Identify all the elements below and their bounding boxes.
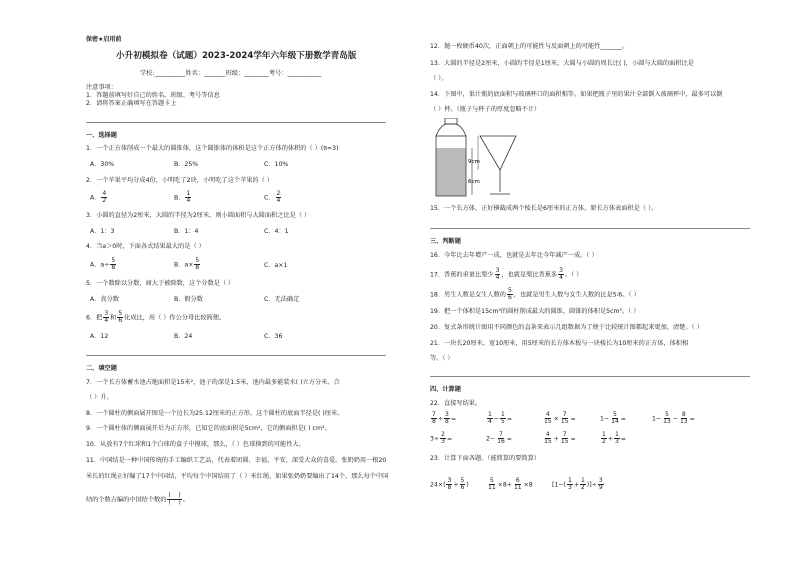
option: B．a× $\frac{5}{8}$ [174, 257, 200, 271]
question-7: 7．一个长方体蓄水池占地面积是15米²，池子的深是1.5米，池内最多能装水( )立方分米，合 [86, 379, 340, 386]
page-title: 小升初模拟卷（试题）2023-2024学年六年级下册数学青岛版 [116, 51, 357, 61]
option: B．24 [174, 333, 193, 340]
option: B．假分数 [174, 296, 203, 303]
option: B．1：4 [174, 228, 199, 235]
calc-item: 2− $\frac{7}{16}$ = [486, 431, 512, 445]
notes-title: 注意事项： [86, 84, 117, 91]
section-title: 三、判断题 [430, 238, 461, 245]
height-label-9cm: 9cm [468, 159, 480, 165]
question-23: 23．计算下面各题。（能简算的要简算） [430, 455, 540, 462]
question-1: 1．一个正方体削成一个最大的圆锥体，这个圆锥体的体积是这个正方体的体积的（ ）(π=3) [86, 145, 339, 152]
juice-fill [437, 148, 466, 196]
secret-label: 保密★启用前 [86, 36, 122, 43]
glass-cup [480, 136, 516, 170]
question-19: 19．把一个体积是15cm³的圆柱削成最大的圆锥，圆锥的体积是5cm³。（ ） [430, 308, 640, 315]
question-16: 16．今年比去年增产一成，也就是去年比今年减产一成。（ ） [430, 252, 598, 259]
divider [86, 122, 386, 123]
expression-2: $\frac{5}{11}$ ×8+ $\frac{6}{11}$ ×8 [488, 477, 533, 491]
question-14: 14．下图中，果汁瓶的底面积与玻璃杯口的面积相等。如果把瓶子里的果汁全部倒入玻璃杯中，最多可以倒 [430, 91, 723, 98]
question-13-cont: （ ）。 [430, 75, 448, 82]
calc-item: $\frac{4}{15}$ + $\frac{7}{15}$ = [544, 431, 576, 445]
option: A． $\frac{4}{2}$ [90, 190, 107, 204]
question-18: 18．男生人数是女生人数的 $\frac{5}{6}$ ，也就是男生人数与女生人数的比是5∶6。（ ） [430, 287, 640, 301]
calc-item: 1− $\frac{5}{13}$ − $\frac{8}{13}$ = [652, 411, 695, 425]
question-21: 21．一块长20厘米，宽10厘米，用5厘米的长方体木板与一块棱长为10厘米的正方体，体积相 [430, 340, 689, 347]
calc-item: $\frac{1}{4}$ − $\frac{1}{5}$ = [488, 411, 513, 425]
question-11: 11．中国结是一种中国传统的手工编织工艺品，代表着团圆、幸福、平安，深受大众的喜爱。张奶奶用一根20 [86, 457, 387, 464]
calc-item: $\frac{7}{8}$ ÷ $\frac{3}{8}$ = [432, 411, 457, 425]
question-2: 2．一个苹果平均分成4份，小明吃了2块，小明吃了这个苹果的（ ） [86, 177, 274, 184]
question-14-cont: （ ）杯。（瓶子与杯子的厚度忽略不计） [430, 106, 541, 113]
question-10: 10．从放有7个红球和1个白球的盒子中摸球，那么，（ ）色球摸到的可能性大。 [86, 441, 305, 448]
section-title: 一、选择题 [86, 132, 117, 139]
question-15: 15．一个长方体，正好横截成两个棱长是6厘米的正方体，原长方体表面积是（ ）。 [430, 205, 658, 212]
option: C．36 [264, 333, 283, 340]
question-20: 20．复式条形统计图用不同颜色的直条来表示几组数据为了便于比较统计图都起来更加，清楚。（ ） [430, 324, 703, 331]
option: C．无法确定 [264, 296, 300, 303]
question-3: 3．小圆的直径为2厘米，大圆的半径为2厘米，则小圆面积与大圆面积之比是（ ） [86, 212, 311, 219]
section-title: 四、计算题 [430, 386, 461, 393]
question-12: 12．抛一枚硬币40次，正面朝上的可能性与反面朝上的可能性_______。 [430, 43, 629, 50]
option: C．a×1 [264, 262, 288, 269]
option: C． $\frac{2}{4}$ [264, 190, 281, 204]
question-11-cont: 结的个数占编的中国结个数的 $\frac{( )}{( )}$ 。 [86, 492, 189, 506]
question-11-cont: 米长的红绳正好编了17个中国结，平均每个中国结用了（ ）米红绳，如果张奶奶要编出了14个，那么每个中国 [86, 473, 389, 480]
divider [430, 228, 750, 229]
option: C．10% [264, 161, 289, 168]
expression-3: [1−( $\frac{1}{3}$ + $\frac{1}{2}$ )]÷ $\frac{3}{9}$ [552, 477, 603, 491]
option: A．1：3 [90, 228, 115, 235]
option: A．12 [90, 333, 109, 340]
bottle-cap [445, 118, 457, 124]
question-21-cont: 等。（ ） [430, 355, 454, 362]
question-22: 22．直接写结果。 [430, 400, 482, 407]
question-7-cont: （ ）升。 [86, 394, 113, 401]
question-9: 9．一个圆柱体的侧面展开后为正方形，已知它的底面积是5cm²，它的侧面积是( ) cm²。 [86, 425, 331, 432]
section-title: 二、填空题 [86, 365, 117, 372]
note-item: 2．请将答案正确填写在答题卡上 [86, 100, 177, 107]
option: B． $\frac{1}{4}$ [174, 190, 191, 204]
option: C．4：1 [264, 228, 289, 235]
question-4: 4．当a＞0时，下面各式结果最大的是（ ） [86, 243, 205, 250]
divider [86, 355, 386, 356]
bottle-neck [436, 124, 466, 136]
option: B．25% [174, 161, 199, 168]
calc-item: $\frac{4}{15}$ × $\frac{7}{15}$ = [544, 411, 576, 425]
option: A．真分数 [90, 296, 119, 303]
divider [430, 376, 750, 377]
question-5: 5．一个数除以分数，商大于被除数，这个分数是（ ） [86, 280, 235, 287]
expression-1: 24×( $\frac{3}{8}$ + $\frac{5}{6}$ ) [430, 477, 469, 491]
option: A．30% [90, 161, 115, 168]
question-6: 6．把 $\frac{3}{4}$ 和 $\frac{5}{6}$ 化成比，用（ ）作公分母比较简便。 [86, 310, 226, 324]
calc-item: 1− $\frac{5}{14}$ = [600, 411, 626, 425]
option: A．a÷ $\frac{5}{8}$ [90, 257, 116, 271]
bottle-and-glass-figure [430, 118, 535, 198]
calc-item: 3÷ $\frac{2}{3}$ = [430, 431, 453, 445]
question-13: 13．大圆的半径是2厘米，小圆的半径是1厘米，大圆与小圆的周长比( )，小圆与大圆的面积比是 [430, 60, 694, 67]
student-info-line: 学校:__________姓名：_______班级：________考号：___________ [140, 70, 322, 77]
calc-item: $\frac{1}{2}$ + $\frac{1}{3}$ = [602, 431, 627, 445]
note-item: 1．答题前填写好自己的姓名、班级、考号等信息 [86, 92, 220, 99]
question-17: 17．香蕉的重量比梨少 $\frac{3}{4}$ ，也就是梨比香蕉多 $\frac{3}{4}$ 。（ ） [430, 267, 583, 281]
question-8: 8．一个圆柱的侧面展开图是一个边长为25.12厘米的正方形，这个圆柱的底面半径是( )厘米。 [86, 410, 344, 417]
height-label-6cm: 6cm [468, 179, 480, 185]
